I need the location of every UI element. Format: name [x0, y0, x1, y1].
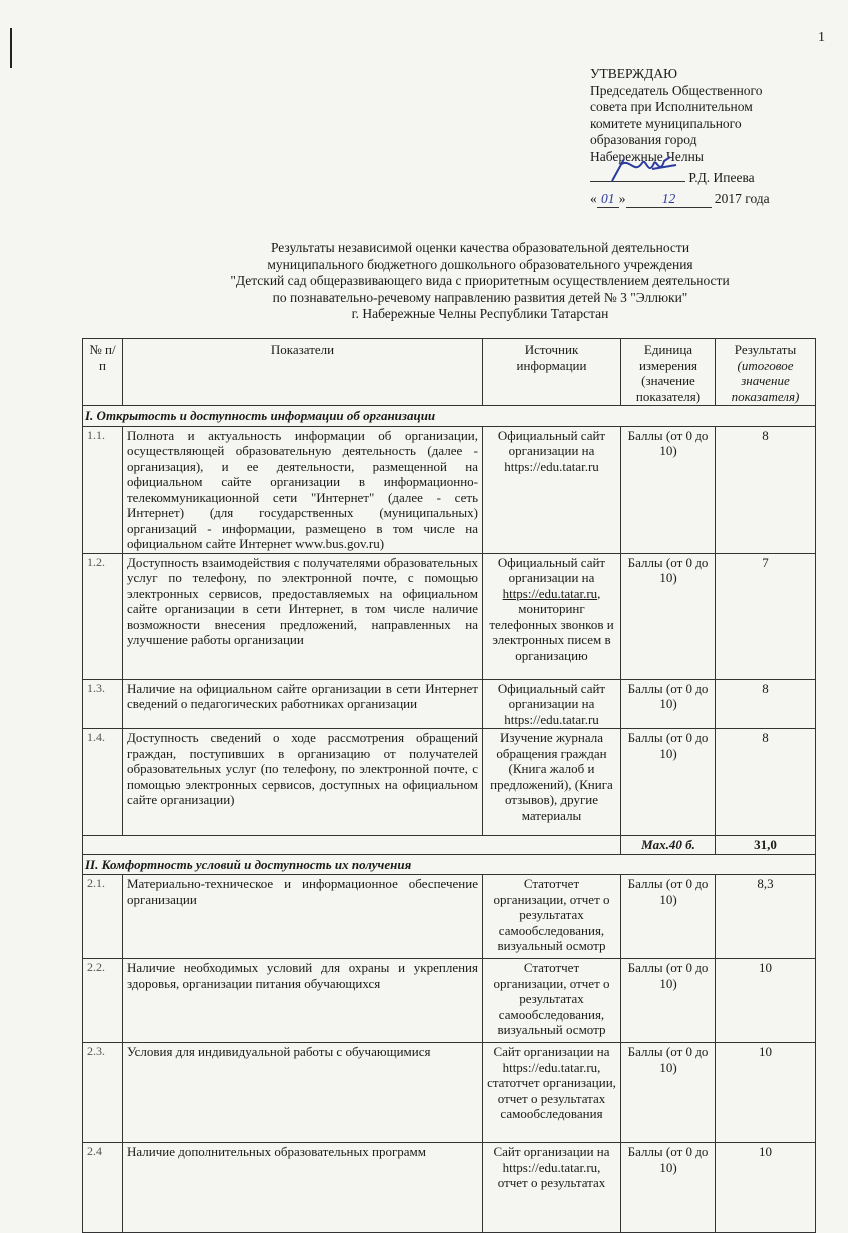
row-result: 10: [716, 1143, 816, 1233]
approval-year: 2017 года: [714, 190, 770, 206]
row-source: Официальный сайт организации на https://edu.tatar.ru: [483, 679, 621, 729]
row-indicator: Условия для индивидуальной работы с обучающимися: [123, 1043, 483, 1143]
row-indicator: Наличие дополнительных образовательных программ: [123, 1143, 483, 1233]
row-indicator: Материально-техническое и информационное обеспечение организации: [123, 875, 483, 959]
row-num: 1.3.: [83, 679, 123, 729]
row-source: [483, 553, 621, 679]
table-row: [83, 426, 816, 553]
row-num: 1.4.: [83, 729, 123, 836]
approval-line: совета при Исполнительном: [590, 99, 753, 114]
table-header: [83, 339, 816, 406]
title-line: по познавательно-речевому направлению развития детей № 3 "Эллюки": [272, 289, 688, 305]
row-source: Изучение журнала обращения граждан (Книга жалоб и предложений), (Книга отзывов), другие материалы: [483, 729, 621, 836]
table-row: [83, 679, 816, 729]
approval-month: 12: [626, 191, 712, 209]
subtotal-row: [83, 836, 816, 855]
table-row: [83, 1143, 816, 1233]
row-num: 1.1.: [83, 426, 123, 553]
row-result: 7: [716, 553, 816, 679]
approval-day: 01: [597, 191, 619, 209]
row-unit: Баллы (от 0 до 10): [621, 959, 716, 1043]
row-indicator: Полнота и актуальность информации об организации, осуществляющей образовательную деятельность (далее - организация), и ее деятельности, размещенной на официальном сайте организации в информационно-телекоммуникационной сети "Интернет" (далее - сеть Интернет) (для государственных (муниципальных) организаций - информации, размещено в том числе на официальном сайте Интернет www.bus.gov.ru): [123, 426, 483, 553]
subtotal-label: Max.40 б.: [621, 836, 716, 855]
approval-line: образования город: [590, 132, 697, 147]
signer-name: Р.Д. Ипеева: [688, 170, 755, 185]
approval-block: УТВЕРЖДАЮ Председатель Общественного совета при Исполнительном комитете муниципального образования город Набережные Челны Р.Д. Ипеева « 01 » 12 2017 года: [590, 66, 770, 208]
source-text: Официальный сайт организации на: [497, 554, 606, 585]
row-result: 8: [716, 679, 816, 729]
row-num: 2.1.: [83, 875, 123, 959]
row-result: 8: [716, 426, 816, 553]
approval-line: Председатель Общественного: [590, 82, 763, 98]
header-indicator: Показатели: [123, 339, 483, 406]
row-num: 1.2.: [83, 553, 123, 679]
header-source: Источник информации: [483, 339, 621, 406]
table-row: [83, 959, 816, 1043]
source-link[interactable]: https://edu.tatar.ru,: [502, 585, 601, 601]
row-indicator: Доступность взаимодействия с получателями образовательных услуг по телефону, по электронной почте, с помощью электронных сервисов, предоставляемых на официальном сайте организации в сети Интернет, в том числе наличие возможности внесения предложений, направленных на улучшение работы организации: [123, 553, 483, 679]
row-source: Статотчет организации, отчет о результатах самообследования, визуальный осмотр: [483, 875, 621, 959]
table-row: [83, 1043, 816, 1143]
table-row: [83, 729, 816, 836]
title-line: муниципального бюджетного дошкольного образовательного учреждения: [267, 256, 693, 272]
section-row: [83, 854, 816, 875]
signature: [590, 169, 685, 182]
row-source: Статотчет организации, отчет о результатах самообследования, визуальный осмотр: [483, 959, 621, 1043]
row-num: 2.2.: [83, 959, 123, 1043]
approval-heading: УТВЕРЖДАЮ: [590, 66, 678, 81]
header-unit: Единица измерения (значение показателя): [621, 339, 716, 406]
title-line: г. Набережные Челны Республики Татарстан: [351, 306, 609, 321]
row-unit: Баллы (от 0 до 10): [621, 1143, 716, 1233]
row-source: Официальный сайт организации на https://edu.tatar.ru: [483, 426, 621, 553]
section-title: II. Комфортность условий и доступность их получения: [83, 854, 816, 875]
title-line: "Детский сад общеразвивающего вида с приоритетным осуществлением деятельности: [230, 273, 730, 288]
row-indicator: Наличие на официальном сайте организации в сети Интернет сведений о педагогических работниках организации: [123, 679, 483, 729]
title-line: Результаты независимой оценки качества образовательной деятельности: [270, 240, 690, 255]
header-result-note: (итоговое значение показателя): [731, 357, 800, 404]
scan-artifact: [10, 28, 12, 68]
row-result: 8: [716, 729, 816, 836]
results-table: [82, 338, 816, 1233]
table-row: [83, 553, 816, 679]
row-unit: Баллы (от 0 до 10): [621, 426, 716, 553]
approval-line: Набережные Челны: [590, 148, 704, 164]
row-num: 2.3.: [83, 1043, 123, 1143]
row-unit: Баллы (от 0 до 10): [621, 679, 716, 729]
row-indicator: Наличие необходимых условий для охраны и укрепления здоровья, организации питания обучающихся: [123, 959, 483, 1043]
row-result: 8,3: [716, 875, 816, 959]
row-unit: Баллы (от 0 до 10): [621, 875, 716, 959]
row-unit: Баллы (от 0 до 10): [621, 729, 716, 836]
row-indicator: Доступность сведений о ходе рассмотрения обращений граждан, поступивших в организацию от получателей образовательных услуг (по телефону, по электронной почте, с помощью электронных сервисов, доступных на официальном сайте организации): [123, 729, 483, 836]
header-num: № п/п: [83, 339, 123, 406]
row-unit: Баллы (от 0 до 10): [621, 1043, 716, 1143]
row-num: 2.4: [83, 1143, 123, 1233]
source-text: мониторинг телефонных звонков и электронных писем в организацию: [489, 601, 614, 663]
subtotal-value: 31,0: [716, 836, 816, 855]
subtotal-spacer: [83, 836, 621, 855]
approval-line: комитете муниципального: [590, 115, 742, 131]
row-source: Сайт организации на https://edu.tatar.ru, статотчет организации, отчет о результатах самообследования: [483, 1043, 621, 1143]
page-number: 1: [818, 30, 825, 45]
section-row: [83, 406, 816, 427]
row-source: Сайт организации на https://edu.tatar.ru, отчет о результатах: [483, 1143, 621, 1233]
header-result-label: Результаты: [734, 342, 797, 357]
section-title: I. Открытость и доступность информации об организации: [83, 406, 816, 427]
header-result: [716, 339, 816, 406]
table-row: [83, 875, 816, 959]
row-result: 10: [716, 1043, 816, 1143]
document-title: [90, 240, 848, 323]
row-unit: Баллы (от 0 до 10): [621, 553, 716, 679]
row-result: 10: [716, 959, 816, 1043]
